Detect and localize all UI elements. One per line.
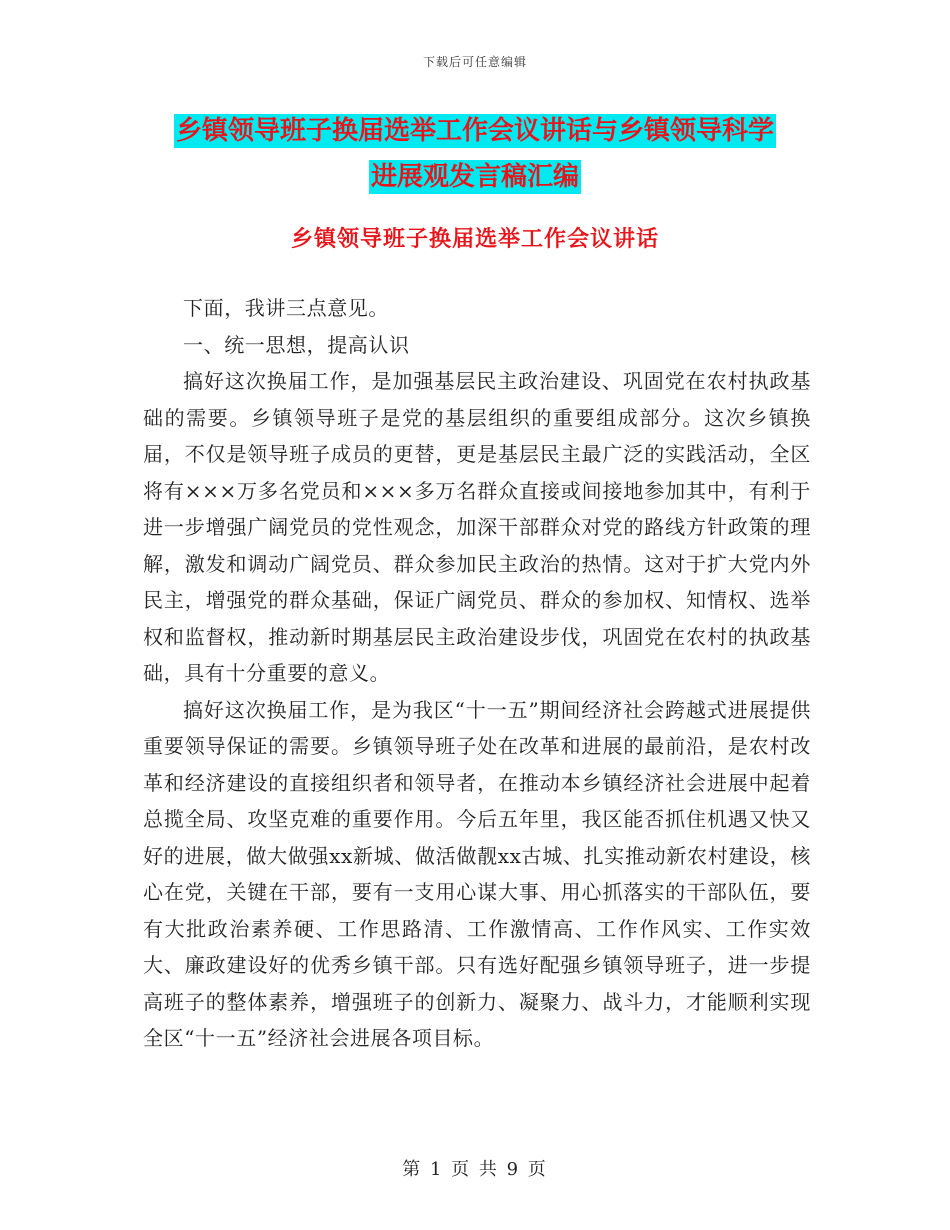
title-line-1: 乡镇领导班子换届选举工作会议讲话与乡镇领导科学 (175, 116, 774, 146)
paragraph-1: 搞好这次换届工作，是加强基层民主政治建设、巩固党在农村执政基础的需要。乡镇领导班子是党的基层组织的重要组成部分。这次乡镇换届，不仅是领导班子成员的更替，更是基层民主最广泛的实践活动，全区将有×××万多名党员和×××多万名群众直接或间接地参加其中，有利于进一步增强广阔党员的党性观念，加深干部群众对党的路线方针政策的理解，激发和调动广阔党员、群众参加民主政治的热情。这对于扩大党内外民主，增强党的群众基础，保证广阔党员、群众的参加权、知情权、选举权和监督权，推动新时期基层民主政治建设步伐，巩固党在农村的执政基础，具有十分重要的意义。 (143, 369, 811, 685)
header-note: 下载后可任意编辑 (422, 55, 527, 69)
page-number-footer: 第 1 页 共 9 页 (402, 1159, 548, 1180)
title-line-2: 进展观发言稿汇编 (370, 162, 579, 192)
paragraph-2: 搞好这次换届工作，是为我区“十一五”期间经济社会跨越式进展提供重要领导保证的需要。乡镇领导班子处在改革和进展的最前沿，是农村改革和经济建设的直接组织者和领导者，在推动本乡镇经济社会进展中起着总揽全局、攻坚克难的重要作用。今后五年里，我区能否抓住机遇又快又好的进展，做大做强xx新城、做活做靓xx古城、扎实推动新农村建设，核心在党，关键在干部，要有一支用心谋大事、用心抓落实的干部队伍，要有大批政治素养硬、工作思路清、工作激情高、工作作风实、工作实效大、廉政建设好的优秀乡镇干部。只有选好配强乡镇领导班子，进一步提高班子的整体素养，增强班子的创新力、凝聚力、战斗力，才能顺利实现全区“十一五”经济社会进展各项目标。 (143, 697, 811, 1050)
body-text (143, 290, 811, 1057)
paragraph-heading-1: 一、统一思想，提高认识 (183, 332, 410, 357)
paragraph-intro: 下面，我讲三点意见。 (183, 296, 389, 320)
document-title (140, 108, 810, 200)
section-title: 乡镇领导班子换届选举工作会议讲话 (290, 227, 659, 252)
